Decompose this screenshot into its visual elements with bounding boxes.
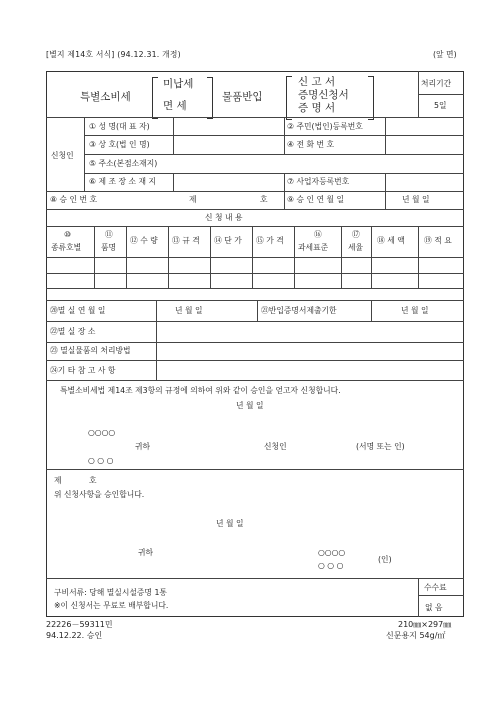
approval-box-ho: 호 [89,476,97,485]
approval-je: 제 [189,195,197,204]
field-business-no: ⑦ 사업자등록번호 [287,177,350,186]
destruction-date-value: 년 월 일 [175,306,203,315]
field-registration-no: ② 주민(법인)등록번호 [287,122,363,131]
col-18: ⑱ 세 액 [377,236,405,245]
statement-name: ○ ○ ○ [88,456,114,465]
col-17-label: 세율 [348,243,364,252]
approval-box-name: ○ ○ ○ [318,561,344,570]
col-17-num: ⑰ [352,230,360,239]
disposal-method-label: ㉓ 멸실물품의 처리방법 [50,346,131,355]
statement-office: ○○○○ [88,428,116,437]
title-option-3: 신 고 서 [298,76,336,88]
approval-number-label: ⑧ 승 인 번 호 [50,195,98,204]
processing-value: 5일 [434,101,447,110]
col-16-num: ⑯ [314,230,322,239]
approval-box-to: 귀하 [138,548,154,557]
statement-to: 귀하 [135,442,151,451]
approval-date-label: ⑨ 승 인 연 월 일 [287,195,345,204]
col-11-num: ⑪ [105,230,113,239]
title-option-2: 면 세 [163,100,187,112]
footer-code: 22226－59311민 [46,620,113,629]
required-docs: 구비서류: 당해 멸실시설증명 1통 [54,588,167,597]
col-10-label: 종류호별 [51,243,82,252]
deadline-label: ㉑반입증명서제출기한 [261,306,337,315]
title-main: 특별소비세 [80,91,131,103]
col-10-num: ⑩ [64,230,71,239]
field-address: ⑤ 주소(본점소재지) [89,159,158,168]
statement-applicant: 신청인 [264,442,287,451]
col-11-label: 품명 [101,243,117,252]
destruction-place-label: ㉒멸 실 장 소 [50,327,96,336]
col-19: ⑲ 적 요 [424,236,452,245]
col-13: ⑬ 규 격 [172,236,200,245]
table-title: 신 청 내 용 [205,213,243,222]
form-frame [46,71,464,617]
field-company: ③ 상 호(법 인 명) [89,140,150,149]
statement-sign: (서명 또는 인) [356,442,405,451]
bracket-left-2 [286,76,292,120]
footer-paper: 신문용지 54g/㎡ [386,631,446,640]
bracket-right-1 [207,77,213,119]
fee-value: 없 음 [425,603,443,612]
title-option-1: 미납세 [163,78,194,90]
title-middle: 물품반입 [222,91,263,103]
bracket-right-2 [368,76,374,120]
page-side: (앞 면) [433,50,457,59]
deadline-value: 년 월 일 [401,306,429,315]
field-name: ① 성 명(대 표 자) [89,122,150,131]
approval-box-text: 위 신청사항을 승인합니다. [54,490,145,499]
footer-size: 210㎜×297㎜ [398,620,452,629]
field-factory-location: ⑥ 제 조 장 소 재 지 [89,177,157,186]
form-number: [별지 제14호 서식] (94.12.31. 개정) [46,50,181,59]
other-notes-label: ㉔기 타 참 고 사 항 [50,366,116,375]
applicant-label: 신청인 [51,151,74,160]
statement-date: 년 월 일 [236,401,264,410]
col-12: ⑫ 수 량 [130,236,158,245]
approval-box-date: 년 월 일 [216,519,244,528]
bracket-left-1 [152,77,158,119]
field-phone: ④ 전 화 번 호 [287,140,335,149]
approval-box-office: ○○○○ [318,548,346,557]
title-option-5: 증 명 서 [298,102,336,114]
col-14: ⑭ 단 가 [214,236,242,245]
processing-label: 처리기간 [421,79,452,88]
approval-ho: 호 [260,195,268,204]
approval-date-value: 년 월 일 [402,195,430,204]
title-option-4: 증명신청서 [298,89,349,101]
col-15: ⑮ 가 격 [256,236,284,245]
col-16-label: 과세표준 [298,243,329,252]
footer-approved: 94.12.22. 승인 [46,631,103,640]
approval-box-seal: (인) [378,555,392,564]
destruction-date-label: ⑳멸 실 연 월 일 [50,306,106,315]
statement-text: 특별소비세법 제14조 제3항의 규정에 의하여 위와 같이 승인을 얻고자 신청합니다. [60,386,341,395]
fee-label: 수수료 [424,583,447,592]
approval-box-je: 제 [54,476,62,485]
free-note: ※이 신청서는 무료로 배부합니다. [54,601,169,610]
